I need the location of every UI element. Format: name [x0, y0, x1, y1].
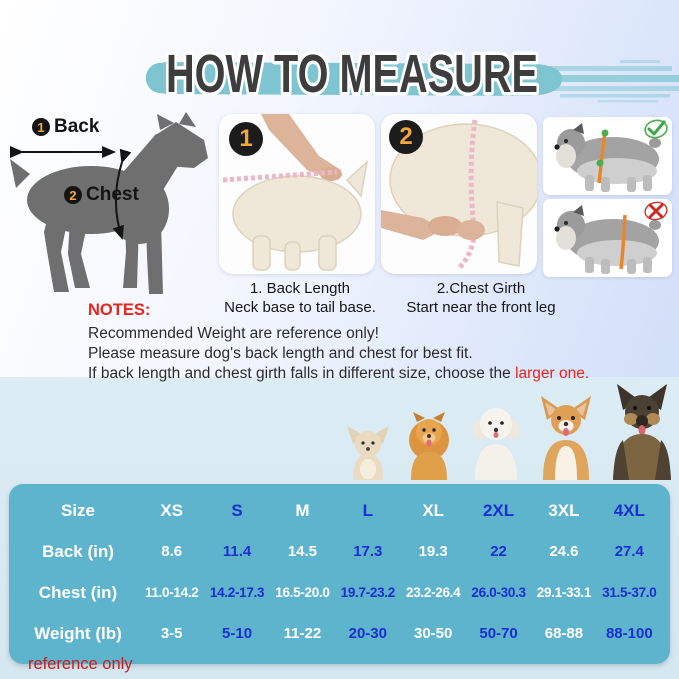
table-row-weight: Weight (lb) 3-5 5-10 11-22 20-30 30-50 50-70 68-88 88-100 [17, 613, 662, 654]
chihuahua-icon [345, 422, 391, 480]
table-row-back: Back (in) 8.6 11.4 14.5 17.3 19.3 22 24.6 27.4 [17, 531, 662, 572]
row-label-back: Back (in) [42, 541, 114, 561]
page-title: HOW TO MEASURE [166, 44, 538, 104]
title-banner [0, 20, 679, 120]
col-header-3xl: 3XL [548, 500, 580, 520]
chest-girth-photo [381, 114, 537, 274]
step-1-caption-sub: Neck base to tail base. [224, 299, 376, 316]
breed-size-lineup [345, 384, 677, 480]
row-label-weight: Weight (lb) [34, 623, 122, 643]
bichon-icon [467, 404, 525, 480]
step-2-caption-title: 2.Chest Girth [436, 280, 526, 297]
notes-section [88, 301, 673, 384]
notes-line-3: If back length and chest girth falls in different size, choose the larger one. [88, 365, 590, 382]
notes-heading: NOTES: [88, 301, 151, 319]
col-header-xl: XL [422, 500, 445, 520]
check-icon [643, 118, 668, 139]
row-label-chest: Chest (in) [38, 582, 118, 602]
back-label-text: Back [54, 116, 100, 137]
incorrect-fit-photo [543, 199, 672, 277]
col-header-m: M [295, 500, 310, 520]
chest-label [64, 184, 139, 206]
col-header-size: Size [60, 500, 96, 520]
col-header-4xl: 4XL [613, 500, 645, 520]
larger-one-highlight: larger one. [515, 365, 590, 382]
step-2-caption-sub: Start near the front leg [406, 299, 556, 316]
chest-label-text: Chest [86, 184, 139, 205]
number-1-chip: 1 [32, 118, 50, 136]
step-1-caption-title: 1. Back Length [249, 280, 351, 297]
col-header-l: L [362, 500, 373, 520]
corgi-icon [535, 394, 597, 480]
col-header-s: S [231, 500, 243, 520]
back-label [32, 116, 99, 138]
notes-line-1: Recommended Weight are reference only! [88, 325, 379, 342]
size-chart-table [9, 484, 670, 664]
step-1-badge: 1 [229, 122, 263, 156]
cross-icon [643, 200, 668, 221]
notes-line-2: Please measure dog's back length and chest for best fit. [88, 345, 473, 362]
reference-only-note: reference only [28, 655, 133, 673]
col-header-2xl: 2XL [482, 500, 515, 520]
measurement-diagram [6, 112, 218, 300]
schnauzer-correct-icon [543, 117, 672, 195]
col-header-xs: XS [160, 500, 184, 520]
table-header-row [17, 490, 662, 531]
pomeranian-icon [401, 410, 457, 480]
back-length-photo [219, 114, 375, 274]
dog-silhouette-icon [6, 112, 218, 300]
number-2-chip: 2 [64, 186, 82, 204]
table-row-chest: Chest (in) 11.0-14.2 14.2-17.3 16.5-20.0 19.7-23.2 23.2-26.4 26.0-30.3 29.1-33.1 31.5-37.0 [17, 572, 662, 613]
german-shepherd-icon [607, 384, 677, 480]
correct-fit-photo [543, 117, 672, 195]
step-2-badge: 2 [389, 120, 423, 154]
schnauzer-incorrect-icon [543, 199, 672, 277]
